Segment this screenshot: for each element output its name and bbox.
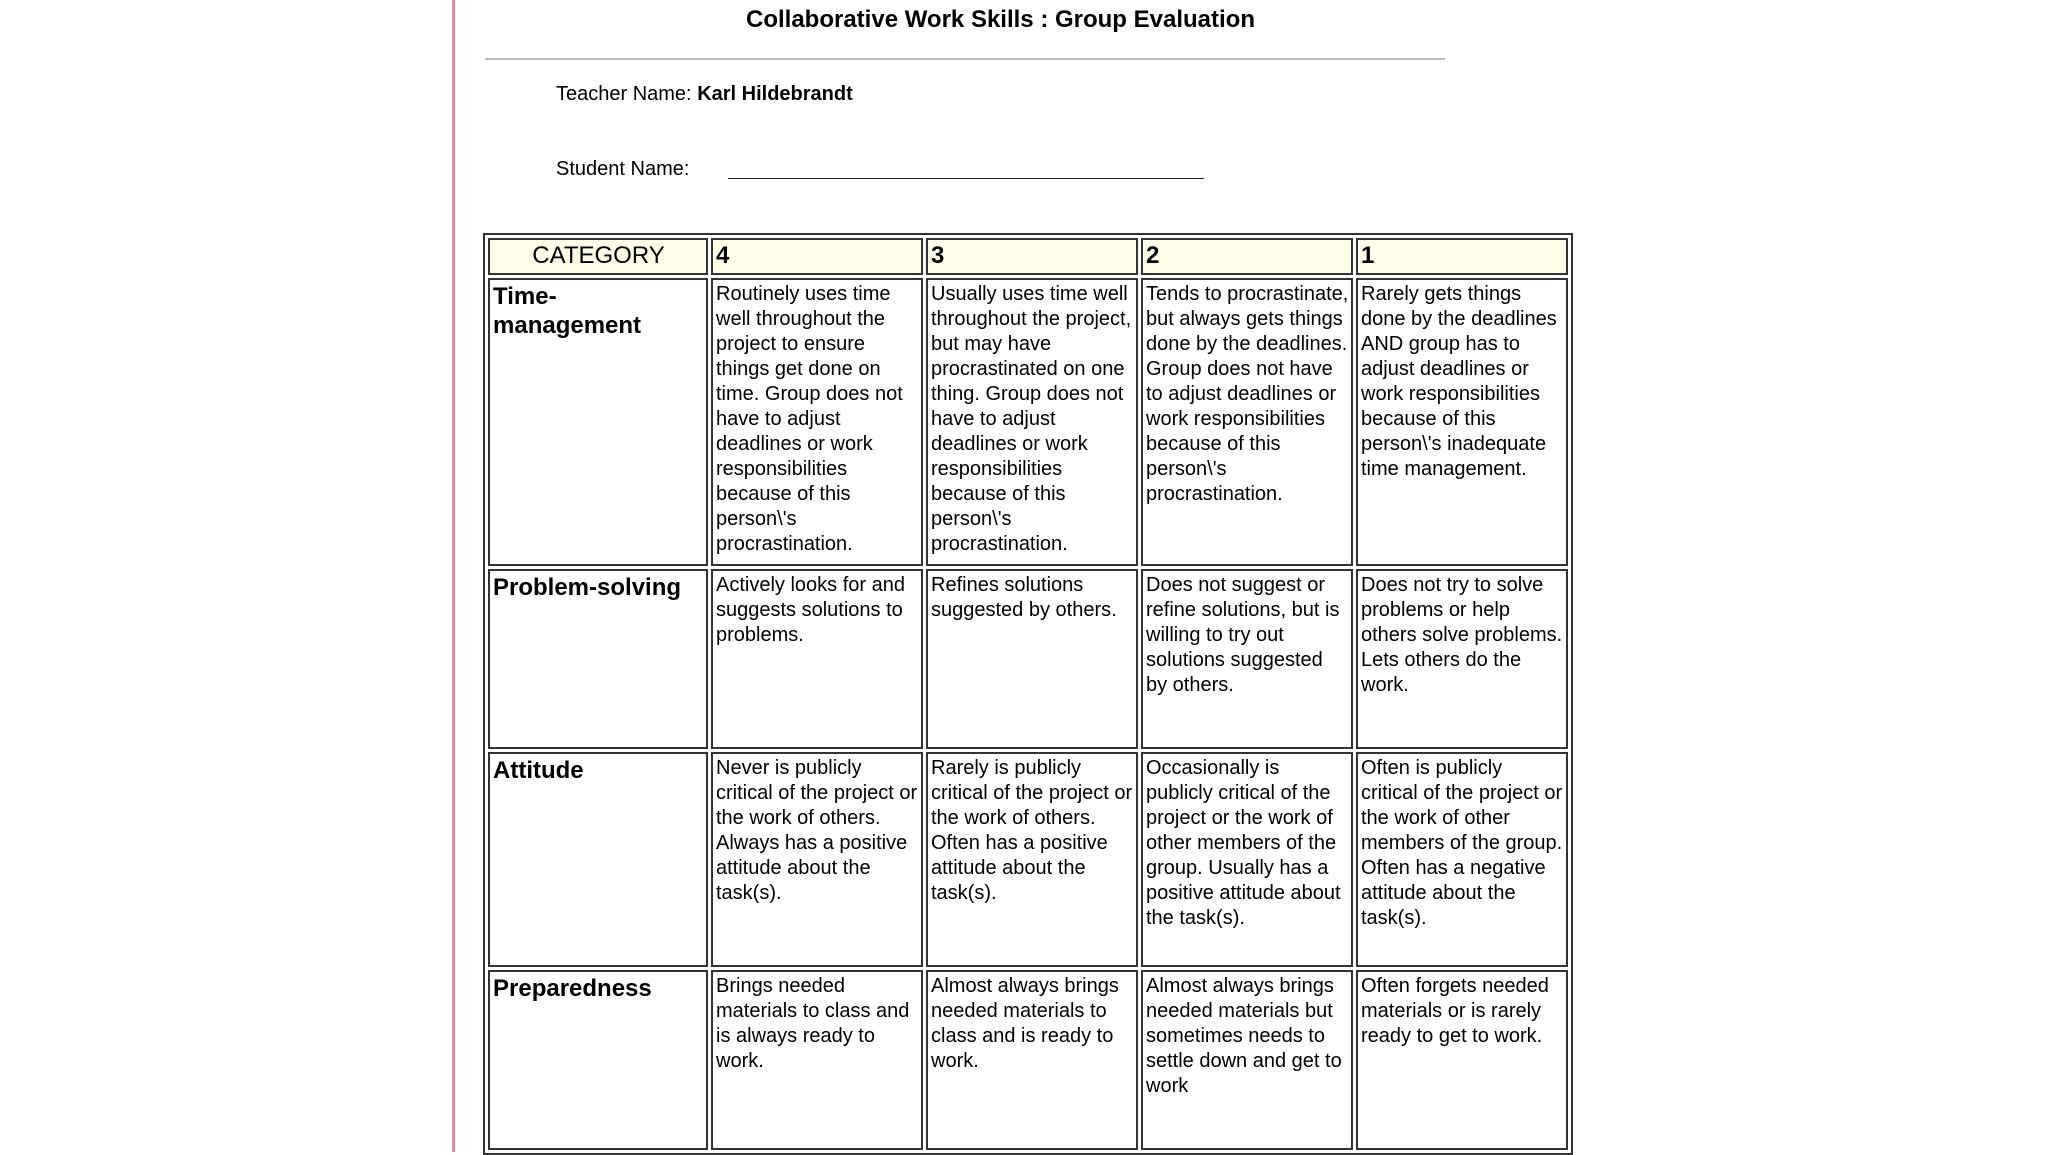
- header-category: CATEGORY: [488, 238, 708, 275]
- criteria-cell-4: Routinely uses time well throughout the project to ensure things get done on time. Group does not have to adjust deadlines or work responsibilities because of this person\'s procrastination.: [711, 278, 923, 566]
- category-cell: Attitude: [488, 752, 708, 967]
- category-cell: Problem-solving: [488, 569, 708, 749]
- rubric-row-preparedness: [488, 970, 1568, 1150]
- criteria-cell-1: Often is publicly critical of the project or the work of other members of the group. Often has a negative attitude about the task(s).: [1356, 752, 1568, 967]
- category-cell: Preparedness: [488, 970, 708, 1150]
- criteria-cell-3: Rarely is publicly critical of the project or the work of others. Often has a positive attitude about the task(s).: [926, 752, 1138, 967]
- teacher-name-label: Teacher Name:: [556, 83, 692, 105]
- rubric-table: [483, 233, 1573, 1155]
- criteria-cell-2: Tends to procrastinate, but always gets things done by the deadlines. Group does not have to adjust deadlines or work responsibilities because of this person\'s procrastination.: [1141, 278, 1353, 566]
- criteria-cell-3: Usually uses time well throughout the project, but may have procrastinated on one thing. Group does not have to adjust deadlines or work responsibilities because of this person\'s procrastination.: [926, 278, 1138, 566]
- criteria-cell-1: Rarely gets things done by the deadlines AND group has to adjust deadlines or work responsibilities because of this person\'s inadequate time management.: [1356, 278, 1568, 566]
- criteria-cell-2: Almost always brings needed materials but sometimes needs to settle down and get to work: [1141, 970, 1353, 1150]
- title-divider: [485, 58, 1445, 60]
- rubric-row-problem-solving: [488, 569, 1568, 749]
- criteria-cell-2: Occasionally is publicly critical of the project or the work of other members of the group. Usually has a positive attitude about the task(s).: [1141, 752, 1353, 967]
- rubric-row-time-management: [488, 278, 1568, 566]
- criteria-cell-1: Often forgets needed materials or is rarely ready to get to work.: [1356, 970, 1568, 1150]
- rubric-header-row: [488, 238, 1568, 275]
- header-score-4: 4: [711, 238, 923, 275]
- student-name-label: Student Name:: [556, 158, 690, 180]
- criteria-cell-3: Almost always brings needed materials to class and is ready to work.: [926, 970, 1138, 1150]
- criteria-cell-4: Actively looks for and suggests solutions to problems.: [711, 569, 923, 749]
- header-score-2: 2: [1141, 238, 1353, 275]
- student-name-blank-line: [728, 178, 1204, 179]
- student-name-row: [556, 158, 689, 181]
- teacher-name-value: Karl Hildebrandt: [697, 83, 853, 105]
- page-margin-line: [452, 0, 455, 1152]
- rubric-row-attitude: [488, 752, 1568, 967]
- criteria-cell-2: Does not suggest or refine solutions, but is willing to try out solutions suggested by others.: [1141, 569, 1353, 749]
- document-title: Collaborative Work Skills : Group Evaluation: [746, 6, 1255, 33]
- criteria-cell-4: Brings needed materials to class and is always ready to work.: [711, 970, 923, 1150]
- teacher-name-row: [556, 83, 853, 106]
- criteria-cell-3: Refines solutions suggested by others.: [926, 569, 1138, 749]
- criteria-cell-1: Does not try to solve problems or help others solve problems. Lets others do the work.: [1356, 569, 1568, 749]
- category-cell: Time-management: [488, 278, 708, 566]
- header-score-1: 1: [1356, 238, 1568, 275]
- header-score-3: 3: [926, 238, 1138, 275]
- criteria-cell-4: Never is publicly critical of the project or the work of others. Always has a positive attitude about the task(s).: [711, 752, 923, 967]
